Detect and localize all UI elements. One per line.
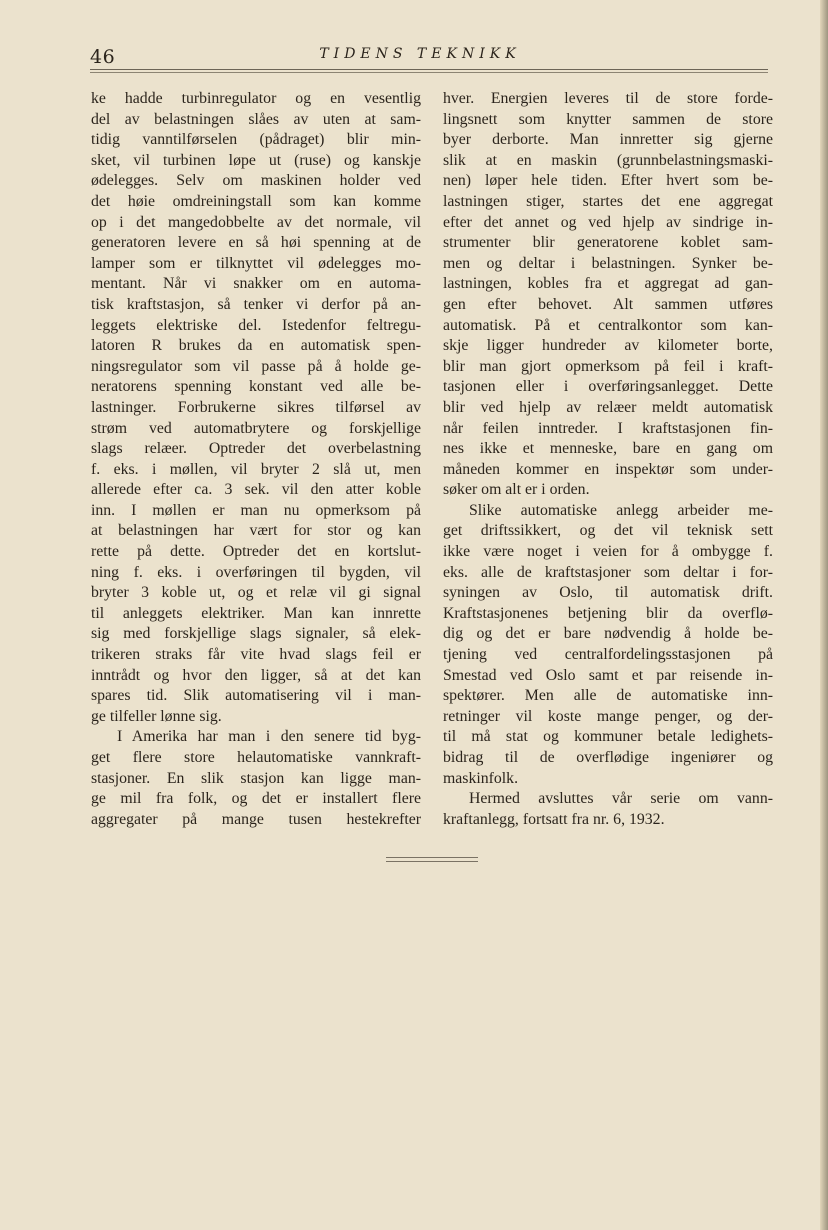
text-line: når feilen inntreder. I kraftstasjonen fin- — [443, 419, 773, 437]
text-line: sig med forskjellige slags signaler, så elek- — [91, 625, 421, 643]
text-line: skje ligger hundreder av kilometer borte, — [443, 337, 773, 355]
text-line: til anleggets elektriker. Man kan innrette — [91, 604, 421, 622]
text-line: lastningen stiger, startes det ene aggregat — [443, 192, 773, 210]
text-line: dig og det er bare nødvendig å holde be- — [443, 625, 773, 643]
text-line: ningsregulator som vil passe på å holde ge- — [91, 357, 421, 375]
text-line: bryter 3 koble ut, og et relæ vil gi signal — [91, 584, 421, 602]
text-line: automatisk. På et centralkontor som kan- — [443, 316, 773, 334]
text-line: ge tilfeller lønne sig. — [91, 707, 222, 725]
text-line: byer derborte. Man innretter sig gjerne — [443, 131, 773, 149]
text-line: aggregater på mange tusen hestekrefter — [91, 810, 421, 828]
text-line: inntrådt og hvor den ligger, så at det kan — [91, 666, 421, 684]
text-line: Smestad ved Oslo samt et par reisende in- — [443, 666, 773, 684]
text-line: ødelegges. Selv om maskinen holder ved — [91, 172, 421, 190]
text-line: strumenter blir generatorene koblet sam- — [443, 234, 773, 252]
text-line: ke hadde turbinregulator og en vesentlig — [91, 90, 421, 107]
text-line: strøm ved automatbrytere og forskjellige — [91, 419, 421, 437]
text-line: tasjonen eller i overføringsanlegget. Dette — [443, 378, 773, 396]
text-line: det høie omdreiningstall som kan komme — [91, 192, 421, 210]
right-text-column — [443, 89, 773, 830]
text-line: Hermed avsluttes vår serie om vann- — [469, 790, 773, 808]
text-line: nen) løper hele tiden. Efter hvert som be- — [443, 172, 773, 190]
text-line: at belastningen har vært for stor og kan — [91, 522, 421, 540]
text-line: allerede efter ca. 3 sek. vil den atter koble — [91, 481, 421, 499]
text-line: inn. I møllen er man nu opmerksom på — [91, 501, 421, 519]
text-line: efter det annet og ved hjelp av sindrige in- — [443, 213, 773, 231]
text-line: tidig vanntilførselen (pådraget) blir min- — [91, 131, 421, 149]
text-line: get flere store helautomatiske vannkraft- — [91, 749, 421, 766]
text-line: lamper som er tilknyttet vil ødelegges mo- — [91, 254, 421, 272]
text-line: I Amerika har man i den senere tid byg- — [117, 728, 421, 746]
text-line: lastninger. Forbrukerne sikres tilførsel av — [91, 398, 421, 416]
article-end-rule — [386, 857, 478, 862]
text-line: latoren R brukes da en automatisk spen- — [91, 337, 421, 355]
header-rule-secondary — [90, 72, 768, 73]
text-line: spektører. Men alle de automatiske inn- — [443, 687, 773, 705]
text-line: del av belastningen slåes av uten at sam- — [91, 110, 421, 128]
text-line: spares tid. Slik automatisering vil i man- — [91, 687, 421, 705]
text-line: retninger vil koste mange penger, og der- — [443, 707, 773, 725]
text-line: nes ikke et menneske, bare en gang om — [443, 440, 773, 458]
text-line: generatoren levere en så høi spenning at de — [91, 234, 421, 252]
running-title: TIDENS TEKNIKK — [319, 46, 521, 62]
text-line: søker om alt er i orden. — [443, 481, 590, 499]
text-line: lastningen, kobles fra et aggregat ad gan- — [443, 275, 773, 293]
text-line: tisk kraftstasjon, så tenker vi derfor på an- — [91, 295, 421, 313]
text-line: blir ved hjelp av relæer meldt automatisk — [443, 398, 773, 416]
text-line: get driftssikkert, og det vil teknisk sett — [443, 522, 773, 540]
text-line: kraftanlegg, fortsatt fra nr. 6, 1932. — [443, 810, 665, 828]
text-line: hver. Energien leveres til de store forde- — [443, 90, 773, 107]
text-line: slags relæer. Optreder det overbelastning — [91, 440, 421, 458]
text-line: tjening ved centralfordelingsstasjonen på — [443, 646, 773, 664]
text-line: lingsnett som knytter sammen de store — [443, 110, 773, 128]
text-line: slik at en maskin (grunnbelastningsmaski- — [443, 151, 773, 169]
text-line: Kraftstasjonenes betjening blir da overflø- — [443, 604, 773, 622]
page-number: 46 — [90, 46, 116, 68]
text-line: op i det mangedobbelte av det normale, vil — [91, 213, 421, 231]
left-text-column — [91, 89, 421, 830]
text-line: syningen av Oslo, til automatisk drift. — [443, 584, 773, 602]
text-line: eks. alle de kraftstasjoner som deltar i for- — [443, 563, 773, 581]
text-line: trikeren straks får vite hvad slags feil er — [91, 646, 421, 664]
text-line: neratorens spenning konstant ved alle be- — [91, 378, 421, 396]
text-line: ikke være noget i veien for å ombygge f. — [443, 543, 773, 561]
text-line: måneden kommer en inspektør som under- — [443, 460, 773, 478]
header-rule — [90, 69, 768, 70]
text-line: ning f. eks. i overføringen til bygden, vil — [91, 563, 421, 581]
text-line: sket, vil turbinen løpe ut (ruse) og kanskje — [91, 151, 421, 169]
page-spine-shadow — [820, 0, 828, 1230]
text-line: maskinfolk. — [443, 769, 519, 787]
text-line: ge mil fra folk, og det er installert flere — [91, 790, 421, 808]
text-line: f. eks. i møllen, vil bryter 2 slå ut, men — [91, 460, 421, 478]
text-line: Slike automatiske anlegg arbeider me- — [469, 501, 773, 519]
text-line: bidrag til de overflødige ingeniører og — [443, 749, 773, 766]
text-line: til må stat og kommuner betale ledighets- — [443, 728, 773, 746]
text-line: blir man gjort opmerksom på feil i kraft- — [443, 357, 773, 375]
text-line: stasjoner. En slik stasjon kan ligge man- — [91, 769, 421, 787]
text-line: men og deltar i belastningen. Synker be- — [443, 254, 773, 272]
text-line: gen efter behovet. Alt sammen utføres — [443, 295, 773, 313]
text-line: leggets elektriske del. Istedenfor feltregu- — [91, 316, 421, 334]
text-line: rette på dette. Optreder det en kortslut- — [91, 543, 421, 561]
text-line: mentant. Når vi snakker om en automa- — [91, 275, 421, 293]
